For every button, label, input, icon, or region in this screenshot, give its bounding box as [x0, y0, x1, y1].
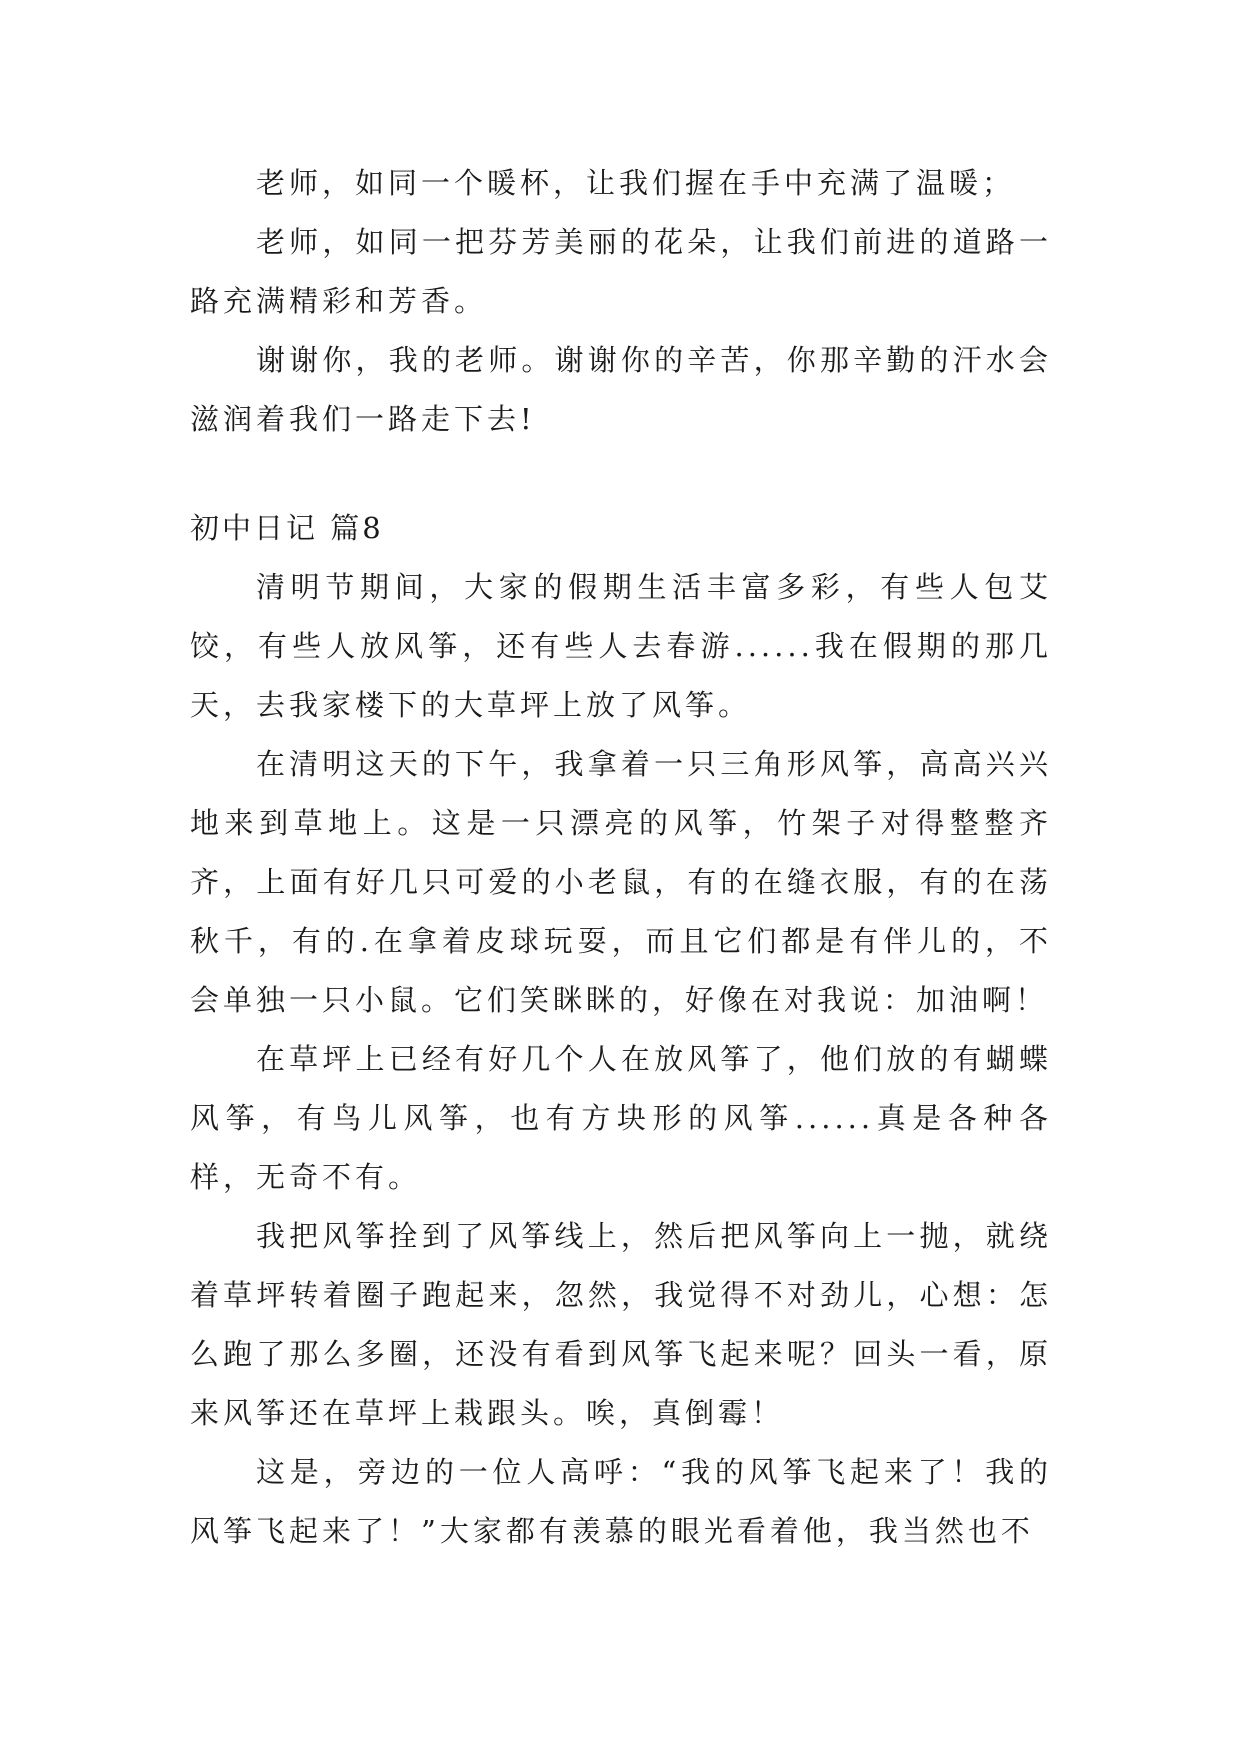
- section-paragraph-5: 这是，旁边的一位人高呼：“我的风筝飞起来了！我的风筝飞起来了！”大家都有羡慕的眼光看着他，我当然也不: [190, 1455, 1052, 1548]
- section-paragraph-3: 在草坪上已经有好几个人在放风筝了，他们放的有蝴蝶风筝，有鸟儿风筝，也有方块形的风筝......真是各种各样，无奇不有。: [190, 1042, 1052, 1194]
- intro-paragraph-1: 老师，如同一个暖杯，让我们握在手中充满了温暖；: [256, 166, 1016, 200]
- section-title: 初中日记 篇8: [190, 511, 384, 545]
- section-paragraph-2: 在清明这天的下午，我拿着一只三角形风筝，高高兴兴地来到草地上。这是一只漂亮的风筝，竹架子对得整整齐齐，上面有好几只可爱的小老鼠，有的在缝衣服，有的在荡秋千，有的.在拿着皮球玩耍，而且它们都是有伴儿的，不会单独一只小鼠。它们笑眯眯的，好像在对我说：加油啊！: [190, 747, 1052, 1017]
- intro-paragraph-3: 谢谢你，我的老师。谢谢你的辛苦，你那辛勤的汗水会滋润着我们一路走下去!: [190, 343, 1052, 436]
- section-paragraph-1: 清明节期间，大家的假期生活丰富多彩，有些人包艾饺，有些人放风筝，还有些人去春游......我在假期的那几天，去我家楼下的大草坪上放了风筝。: [190, 570, 1052, 722]
- document-body: [190, 154, 1052, 1561]
- section-paragraph-4: 我把风筝拴到了风筝线上，然后把风筝向上一抛，就绕着草坪转着圈子跑起来，忽然，我觉得不对劲儿，心想：怎么跑了那么多圈，还没有看到风筝飞起来呢？回头一看，原来风筝还在草坪上栽跟头。唉，真倒霉！: [190, 1219, 1052, 1430]
- intro-paragraph-2: 老师，如同一把芬芳美丽的花朵，让我们前进的道路一路充满精彩和芳香。: [190, 225, 1052, 318]
